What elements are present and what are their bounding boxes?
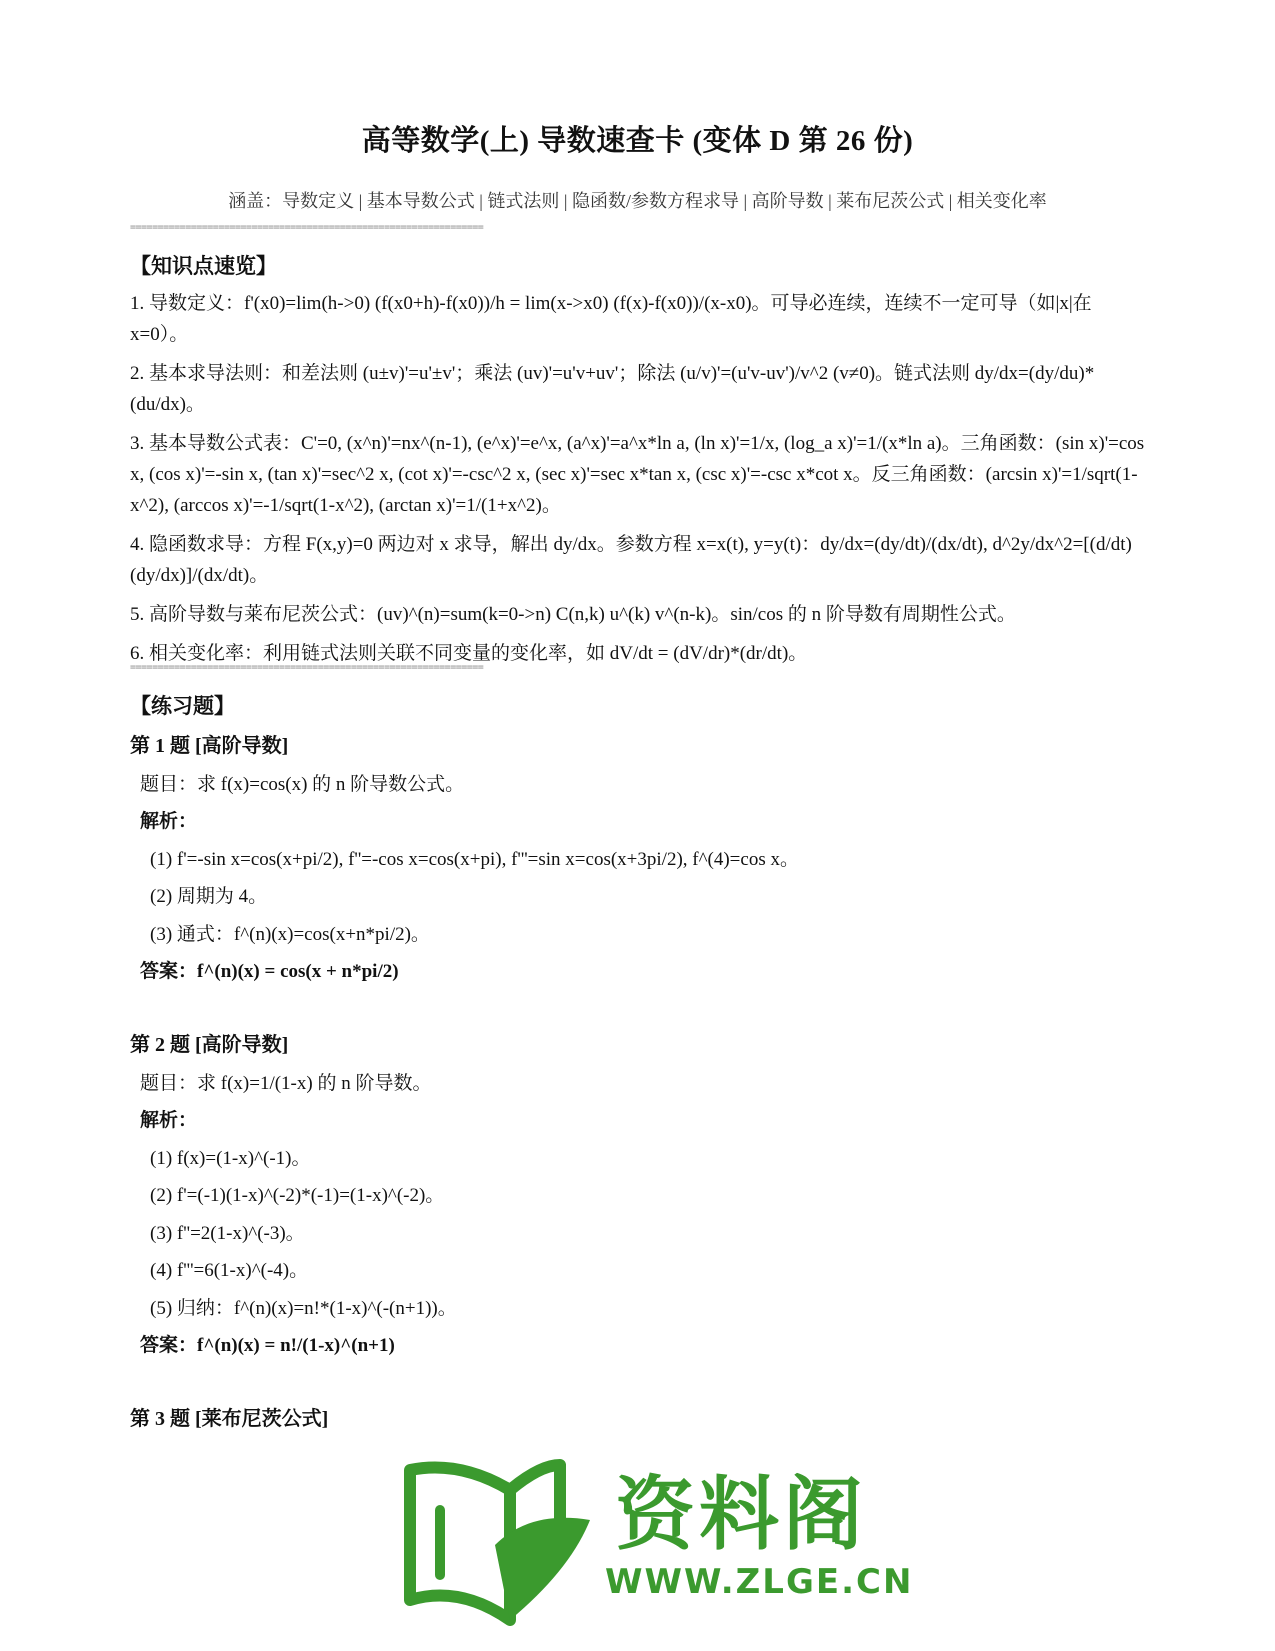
analysis-step: (1) f(x)=(1-x)^(-1)。 [150,1147,311,1169]
knowledge-item: 1. 导数定义：f'(x0)=lim(h->0) (f(x0+h)-f(x0))/h = lim(x->x0) (f(x)-f(x0))/(x-x0)。可导必连续，连续不一定可导（如|x|在 x=0）。 [130,293,1092,345]
exercises-heading: 【练习题】 [130,694,235,718]
exercise-question: 题目：求 f(x)=1/(1-x) 的 n 阶导数。 [140,1072,432,1094]
knowledge-item: 6. 相关变化率：利用链式法则关联不同变量的变化率，如 dV/dt = (dV/dr)*(dr/dt)。 [130,643,808,664]
analysis-step: (5) 归纳：f^(n)(x)=n!*(1-x)^(-(n+1))。 [150,1297,457,1319]
knowledge-item: 5. 高阶导数与莱布尼茨公式：(uv)^(n)=sum(k=0->n) C(n,k) u^(k) v^(n-k)。sin/cos 的 n 阶导数有周期性公式。 [130,604,1016,625]
separator-line: ================================================================ [130,222,484,233]
analysis-label: 解析： [140,811,198,832]
exercise-question: 题目：求 f(x)=cos(x) 的 n 阶导数公式。 [140,773,465,795]
watermark-logo [400,1450,914,1635]
exercise-3 [130,1401,1150,1439]
exercise-1 [130,728,1150,991]
exercise-answer: 答案：f^(n)(x) = n!/(1-x)^(n+1) [140,1335,395,1356]
exercise-title: 第 2 题 [高阶导数] [130,1034,289,1056]
watermark-name: 资料阁 [615,1468,867,1561]
analysis-step: (3) 通式：f^(n)(x)=cos(x+n*pi/2)。 [150,923,430,945]
page-subtitle: 涵盖：导数定义 | 基本导数公式 | 链式法则 | 隐函数/参数方程求导 | 高阶导数 | 莱布尼茨公式 | 相关变化率 [228,191,1047,211]
knowledge-heading: 【知识点速览】 [130,254,277,278]
knowledge-item: 4. 隐函数求导：方程 F(x,y)=0 两边对 x 求导，解出 dy/dx。参数方程 x=x(t), y=y(t)：dy/dx=(dy/dt)/(dx/dt), d^2y/dx^2=[(d/dt)(dy/dx)]/(dx/dt)。 [130,534,1132,586]
knowledge-item: 3. 基本导数公式表：C'=0, (x^n)'=nx^(n-1), (e^x)'=e^x, (a^x)'=a^x*ln a, (ln x)'=1/x, (log_a x)'=1/(x*ln a)。三角函数：(sin x)'=cos x, (cos x)'=-sin x, (tan x)'=sec^2 x, (cot x)'=-csc^2 x, (sec x)'=sec x*tan x, (csc x)'=-csc x*cot x。反三角函数：(arcsin x)'=1/sqrt(1-x^2), (arccos x)'=-1/sqrt(1-x^2), (arctan x)'=1/(1+x^2)。 [130,433,1145,516]
exercise-title: 第 1 题 [高阶导数] [130,735,289,757]
analysis-step: (3) f''=2(1-x)^(-3)。 [150,1222,305,1244]
exercise-title: 第 3 题 [莱布尼茨公式] [130,1408,329,1430]
page-title: 高等数学(上) 导数速查卡 (变体 D 第 26 份) [361,125,914,157]
analysis-step: (2) 周期为 4。 [150,886,268,907]
knowledge-item: 2. 基本求导法则：和差法则 (u±v)'=u'±v'；乘法 (uv)'=u'v+uv'；除法 (u/v)'=(u'v-uv')/v^2 (v≠0)。链式法则 dy/dx=(dy/du)*(du/dx)。 [130,363,1095,415]
knowledge-list [130,288,1150,677]
analysis-step: (1) f'=-sin x=cos(x+pi/2), f''=-cos x=cos(x+pi), f'''=sin x=cos(x+3pi/2), f^(4)=cos x。 [150,848,799,870]
separator-line: ================================================================ [130,662,484,673]
analysis-step: (2) f'=(-1)(1-x)^(-2)*(-1)=(1-x)^(-2)。 [150,1185,445,1206]
book-icon [400,1450,600,1635]
exercise-2 [130,1027,1150,1365]
watermark-url: WWW.ZLGE.CN [605,1562,914,1602]
exercise-answer: 答案：f^(n)(x) = cos(x + n*pi/2) [140,961,399,982]
analysis-label: 解析： [140,1110,198,1131]
analysis-step: (4) f'''=6(1-x)^(-4)。 [150,1260,309,1281]
